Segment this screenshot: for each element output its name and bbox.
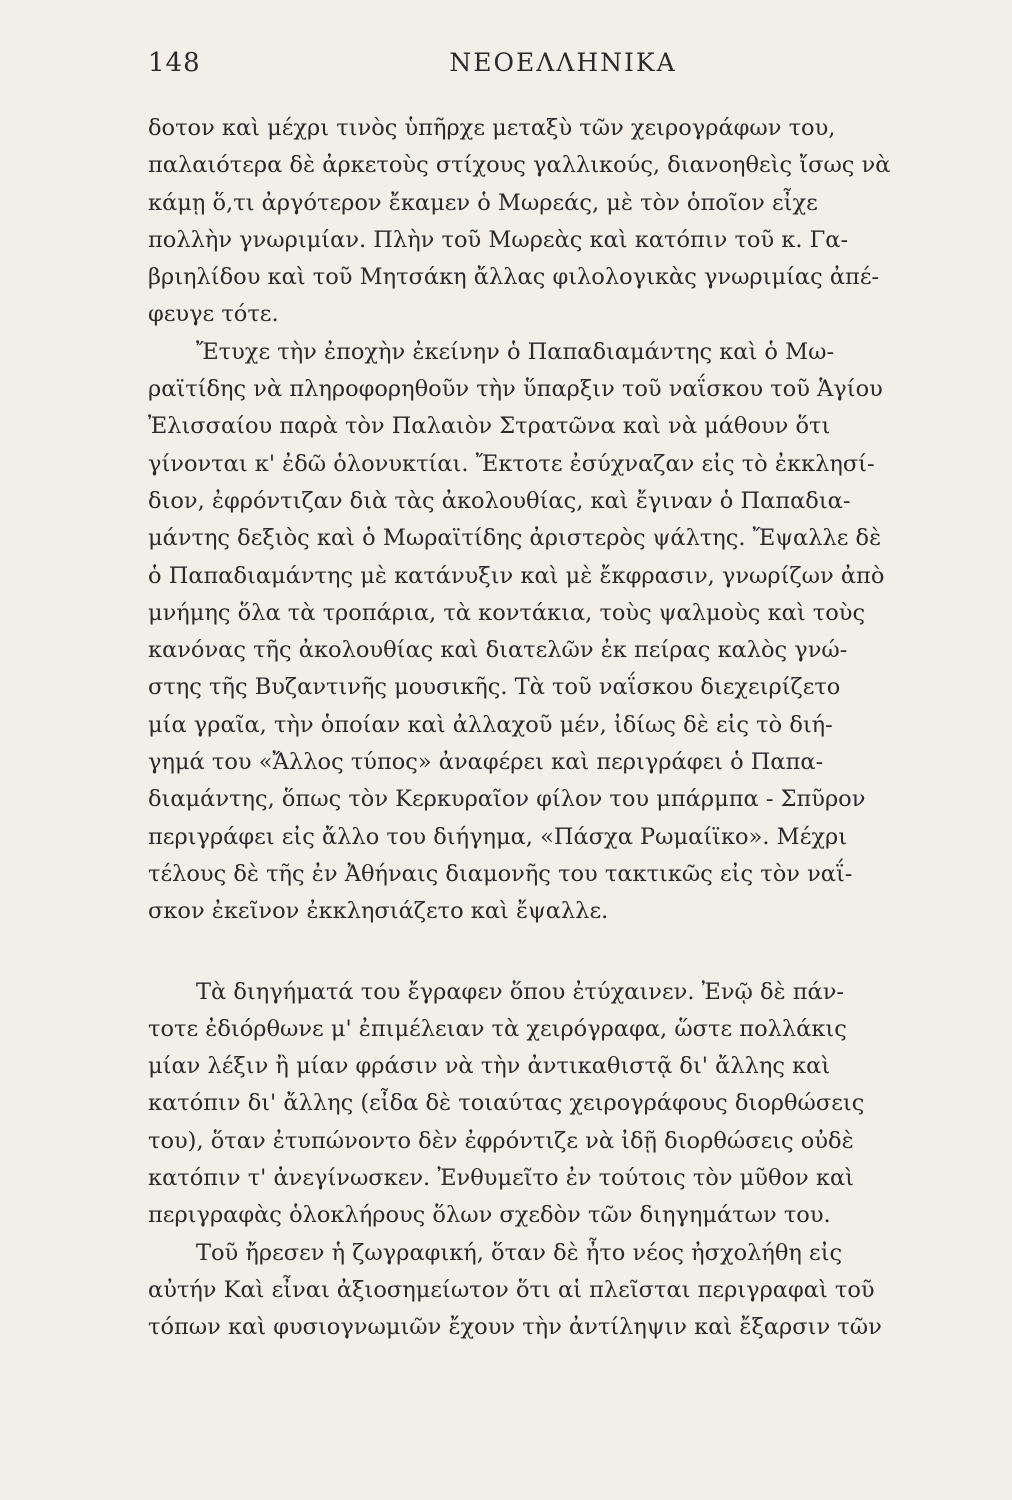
paragraph-gap: [148, 931, 986, 974]
text-line: Τοῦ ἤρεσεν ἡ ζωγραφική, ὅταν δὲ ἦτο νέος ἠσχολήθη εἰς: [196, 1239, 843, 1266]
text-line: στης τῆς Βυζαντινῆς μουσικῆς. Τὰ τοῦ ναΐσκου διεχειρίζετο: [148, 674, 841, 701]
text-line: ραϊτίδης νὰ πληροφορηθοῦν τὴν ὕπαρξιν τοῦ ναΐσκου τοῦ Ἁγίου: [148, 376, 883, 403]
text-line: Ἔτυχε τὴν ἐποχὴν ἐκείνην ὁ Παπαδιαμάντης καὶ ὁ Μω-: [196, 338, 835, 365]
text-line: Τὰ διηγήματά του ἔγραφεν ὅπου ἐτύχαινεν. Ἐνῷ δὲ πάν-: [196, 978, 845, 1005]
text-line: αὐτήν Καὶ εἶναι ἀξιοσημείωτον ὅτι αἱ πλεῖσται περιγραφαὶ τοῦ: [148, 1276, 875, 1303]
paragraph: [148, 334, 986, 931]
text-line: παλαιότερα δὲ ἀρκετοὺς στίχους γαλλικούς, διανοηθεὶς ἴσως νὰ: [148, 152, 891, 179]
text-line: βριηλίδου καὶ τοῦ Μητσάκη ἄλλας φιλολογικὰς γνωριμίας ἀπέ-: [148, 264, 880, 291]
text-line: κάμῃ ὅ,τι ἀργότερον ἔκαμεν ὁ Μωρεάς, μὲ τὸν ὁποῖον εἶχε: [148, 189, 818, 216]
body-text: [148, 110, 986, 1347]
text-line: μίαν λέξιν ἢ μίαν φράσιν νὰ τὴν ἀντικαθιστᾷ δι' ἄλλης καὶ: [148, 1053, 831, 1080]
text-line: σκον ἐκεῖνον ἐκκλησιάζετο καὶ ἔψαλλε.: [148, 898, 609, 925]
text-line: δοτον καὶ μέχρι τινὸς ὑπῆρχε μεταξὺ τῶν χειρογράφων του,: [148, 115, 836, 141]
text-line: του), ὅταν ἐτυπώνοντο δὲν ἐφρόντιζε νὰ ἰδῇ διορθώσεις οὐδὲ: [148, 1127, 854, 1154]
text-line: φευγε τότε.: [148, 301, 279, 328]
paragraph: [148, 110, 986, 334]
page-number: 148: [148, 48, 201, 78]
paragraph: [148, 974, 986, 1235]
text-line: ὁ Παπαδιαμάντης μὲ κατάνυξιν καὶ μὲ ἔκφρασιν, γνωρίζων ἀπὸ: [148, 562, 885, 589]
text-line: περιγραφὰς ὁλοκλήρους ὅλων σχεδὸν τῶν διηγημάτων του.: [148, 1202, 831, 1229]
text-line: διαμάντης, ὅπως τὸν Κερκυραῖον φίλον του μπάρμπα - Σπῦρον: [148, 786, 866, 813]
text-line: τέλους δὲ τῆς ἐν Ἀθήναις διαμονῆς του τακτικῶς εἰς τὸν ναΐ-: [148, 860, 853, 887]
text-line: κατόπιν τ' ἀνεγίνωσκεν. Ἐνθυμεῖτο ἐν τούτοις τὸν μῦθον καὶ: [148, 1165, 854, 1192]
text-line: διον, ἐφρόντιζαν διὰ τὰς ἀκολουθίας, καὶ ἔγιναν ὁ Παπαδια-: [148, 487, 851, 514]
text-line: γημά του «Ἄλλος τύπος» ἀναφέρει καὶ περιγράφει ὁ Παπα-: [148, 749, 824, 776]
text-line: γίνονται κ' ἐδῶ ὁλονυκτίαι. Ἔκτοτε ἐσύχναζαν εἰς τὸ ἐκκλησί-: [148, 450, 875, 477]
text-line: μάντης δεξιὸς καὶ ὁ Μωραϊτίδης ἀριστερὸς ψάλτης. Ἔψαλλε δὲ: [148, 525, 882, 552]
running-title: ΝΕΟΕΛΛΗΝΙΚΑ: [449, 48, 677, 77]
text-line: μία γραῖα, τὴν ὁποίαν καὶ ἀλλαχοῦ μέν, ἰδίως δὲ εἰς τὸ διή-: [148, 711, 833, 738]
text-line: τοτε ἐδιόρθωνε μ' ἐπιμέλειαν τὰ χειρόγραφα, ὥστε πολλάκις: [148, 1015, 847, 1042]
text-line: κανόνας τῆς ἀκολουθίας καὶ διατελῶν ἐκ πείρας καλὸς γνώ-: [148, 637, 848, 664]
text-line: περιγράφει εἰς ἄλλο του διήγημα, «Πάσχα Ρωμαίϊκο». Μέχρι: [148, 823, 848, 850]
text-line: τόπων καὶ φυσιογνωμιῶν ἔχουν τὴν ἀντίληψιν καὶ ἔξαρσιν τῶν: [148, 1314, 882, 1341]
text-line: πολλὴν γνωριμίαν. Πλὴν τοῦ Μωρεὰς καὶ κατόπιν τοῦ κ. Γα-: [148, 226, 849, 253]
text-line: Ἐλισσαίου παρὰ τὸν Παλαιὸν Στρατῶνα καὶ νὰ μάθουν ὅτι: [148, 413, 831, 440]
text-line: μνήμης ὅλα τὰ τροπάρια, τὰ κοντάκια, τοὺς ψαλμοὺς καὶ τοὺς: [148, 599, 866, 626]
paragraph: [148, 1235, 986, 1347]
text-line: κατόπιν δι' ἄλλης (εἶδα δὲ τοιαύτας χειρογράφους διορθώσεις: [148, 1090, 865, 1117]
page-header: [148, 48, 978, 92]
